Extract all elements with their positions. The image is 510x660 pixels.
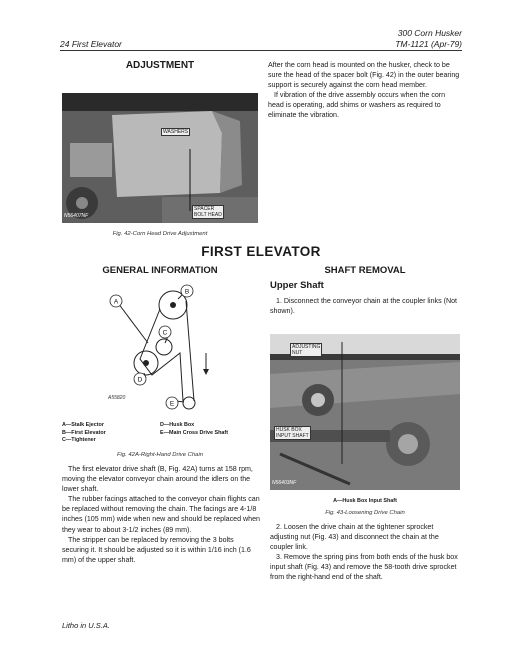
shaft-steps — [270, 522, 462, 583]
legend-right — [160, 422, 270, 437]
adjustment-paragraph: If vibration of the drive assembly occurs when the corn head is operating, add shims or washers as required to eliminate the vibration. — [268, 91, 446, 120]
photo-id: N56407NF — [64, 213, 89, 219]
header-product — [395, 28, 462, 50]
first-elevator-title: FIRST ELEVATOR — [201, 244, 321, 259]
adjustment-heading: ADJUSTMENT — [125, 60, 195, 71]
photo2-legend: A—Husk Box Input Shaft — [333, 498, 397, 504]
shaft-removal-heading: SHAFT REMOVAL — [324, 265, 406, 276]
legend-left — [62, 422, 132, 445]
fig42-caption: Fig. 42-Corn Head Drive Adjustment — [112, 231, 208, 237]
step-3: 3. Remove the spring pins from both ends of the husk box input shaft (Fig. 43) and remove the 58-tooth drive sprocket from the right-hand end of the shaft. — [270, 553, 458, 582]
callout-b: B — [184, 288, 190, 296]
legend-item-d: D—Husk Box — [160, 422, 195, 428]
step-1 — [270, 296, 460, 316]
washers-label: WASHERS — [163, 129, 189, 135]
upper-shaft-heading: Upper Shaft — [270, 280, 324, 291]
general-paragraph: The stripper can be replaced by removing the 3 bolts securing it. It should be adjusted so it is within 1/16 inch (1.6 mm) of the upper shaft. — [62, 535, 251, 564]
legend-item-a: A—Stalk Ejector — [62, 422, 104, 428]
drive-chain-photo — [270, 334, 460, 490]
adjusting-nut-label: ADJUSTING NUT — [292, 344, 321, 356]
step-2: 2. Loosen the drive chain at the tightener sprocket adjusting nut (Fig. 43) and disconnect the chain at the coupler link. — [270, 523, 439, 552]
fig43-caption: Fig. 43-Loosening Drive Chain — [325, 510, 405, 516]
callout-a: A — [113, 298, 119, 306]
header-rule — [60, 50, 462, 51]
footer-litho: Litho in U.S.A. — [62, 621, 110, 630]
fig42a-caption: Fig. 42A-Right-Hand Drive Chain — [116, 452, 204, 458]
adjustment-body — [268, 60, 460, 121]
drive-chain-diagram — [88, 283, 228, 413]
callout-d: D — [137, 376, 143, 384]
general-body — [62, 464, 260, 565]
step-1-text: 1. Disconnect the conveyor chain at the coupler links (Not shown). — [270, 297, 457, 316]
legend-item-c: C—Tightener — [62, 437, 96, 444]
legend-item-b: B—First Elevator — [62, 429, 106, 436]
legend-item-e: E—Main Cross Drive Shaft — [160, 429, 228, 436]
general-information-heading: GENERAL INFORMATION — [102, 265, 218, 276]
callout-e: E — [169, 400, 175, 408]
product-name: 300 Corn Husker — [397, 28, 462, 38]
husk-box-shaft-label: HUSK BOX INPUT SHAFT — [276, 427, 309, 439]
corn-head-drive-photo — [62, 93, 258, 223]
page-section: 24 First Elevator — [60, 39, 122, 49]
general-paragraph: The rubber facings attached to the conveyor chain flights can be replaced without removing the chain. The facings are 4-1/8 inches (105 mm) wide when new and should be replaced when they wear to about 3-1/2 inches (89 mm). — [62, 495, 260, 534]
drive-chain-svg — [88, 283, 228, 413]
photo2-id: N56403NF — [272, 480, 297, 486]
diagram-id: A55820 — [108, 395, 126, 401]
spacer-bolt-label: SPACER BOLT HEAD — [194, 206, 222, 218]
general-paragraph: The first elevator drive shaft (B, Fig. 42A) turns at 158 rpm, moving the elevator conveyor chain around the idlers on the lower shaft. — [62, 465, 253, 494]
manual-number: TM-1121 (Apr-79) — [395, 39, 462, 49]
adjustment-paragraph: After the corn head is mounted on the husker, check to be sure the head of the spacer bolt (Fig. 42) in the outer bearing support is securely against the corn head member. — [268, 61, 460, 90]
callout-c: C — [162, 329, 168, 337]
